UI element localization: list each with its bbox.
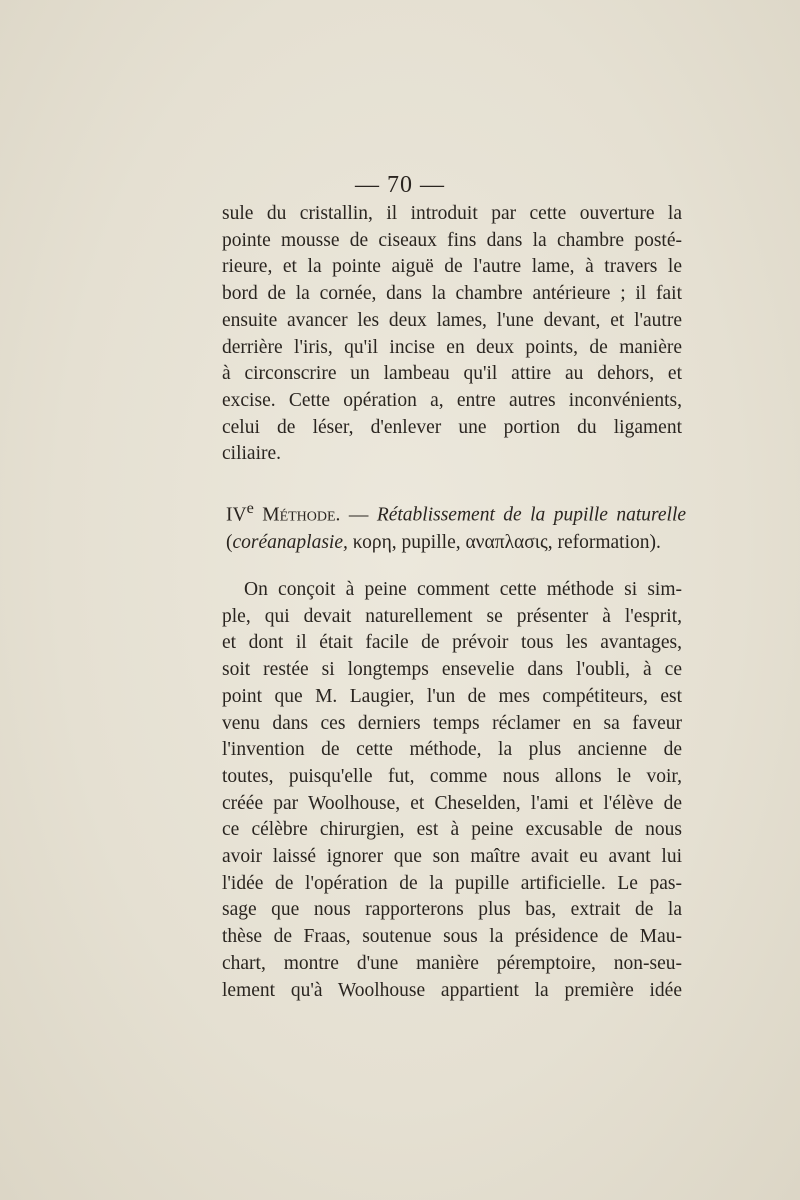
paragraph-2 (222, 577, 682, 1004)
text-line: avoir laissé ignorer que son maître avait eu avant lui (222, 846, 682, 868)
heading-dash: — (340, 504, 377, 526)
heading-paren: ( (226, 531, 233, 553)
heading-method: Méthode. (262, 504, 341, 526)
text-line: et dont il était facile de prévoir tous les avantages, (222, 632, 682, 654)
text-line: chart, montre d'une manière péremptoire, non-seu- (222, 952, 682, 974)
paragraph-1 (222, 201, 682, 468)
text-line: celui de léser, d'enlever une portion du ligament (222, 416, 682, 438)
text-line: lement qu'à Woolhouse appartient la première idée (222, 979, 682, 1001)
text-line: l'invention de cette méthode, la plus ancienne de (222, 739, 682, 761)
heading-numeral-sup: e (246, 499, 254, 517)
section-heading (226, 495, 686, 556)
heading-line-1 (226, 495, 686, 529)
text-line: rieure, et la pointe aiguë de l'autre lame, à travers le (222, 256, 682, 278)
text-line: ensuite avancer les deux lames, l'une devant, et l'autre (222, 309, 682, 331)
text-line: soit restée si longtemps ensevelie dans l'oubli, à ce (222, 659, 682, 681)
text-line: On conçoit à peine comment cette méthode si sim- (244, 579, 682, 600)
text-line: excise. Cette opération a, entre autres inconvénients, (222, 389, 682, 411)
heading-numeral: IV (226, 504, 247, 526)
page-number: — 70 — (355, 172, 445, 198)
text-line: sule du cristallin, il introduit par cette ouverture la (222, 203, 682, 224)
text-line: ciliaire. (222, 443, 282, 465)
heading-term: coréanaplasie, (232, 531, 348, 553)
text-line: créée par Woolhouse, et Cheselden, l'ami et l'élève de (222, 792, 682, 814)
heading-etymology: κορη, pupille, αναπλασις, reformation). (347, 531, 661, 553)
heading-line-2 (226, 529, 686, 556)
text-line: sage que nous rapporterons plus bas, extrait de la (222, 899, 682, 921)
text-line: pointe mousse de ciseaux fins dans la chambre posté- (222, 229, 682, 251)
text-line: ple, qui devait naturellement se présenter à l'esprit, (222, 605, 682, 627)
text-line: derrière l'iris, qu'il incise en deux points, de manière (222, 336, 682, 358)
text-line: bord de la cornée, dans la chambre antérieure ; il fait (222, 283, 682, 305)
heading-title: Rétablissement de la pupille naturelle (376, 504, 686, 526)
text-line: toutes, puisqu'elle fut, comme nous allons le voir, (222, 765, 682, 787)
text-line: venu dans ces derniers temps réclamer en sa faveur (222, 712, 682, 734)
text-line: ce célèbre chirurgien, est à peine excusable de nous (222, 819, 682, 841)
text-line: point que M. Laugier, l'un de mes compétiteurs, est (222, 685, 682, 707)
text-line: thèse de Fraas, soutenue sous la présidence de Mau- (222, 926, 682, 948)
text-line: l'idée de l'opération de la pupille artificielle. Le pas- (222, 872, 682, 894)
text-line: à circonscrire un lambeau qu'il attire au dehors, et (222, 363, 682, 385)
